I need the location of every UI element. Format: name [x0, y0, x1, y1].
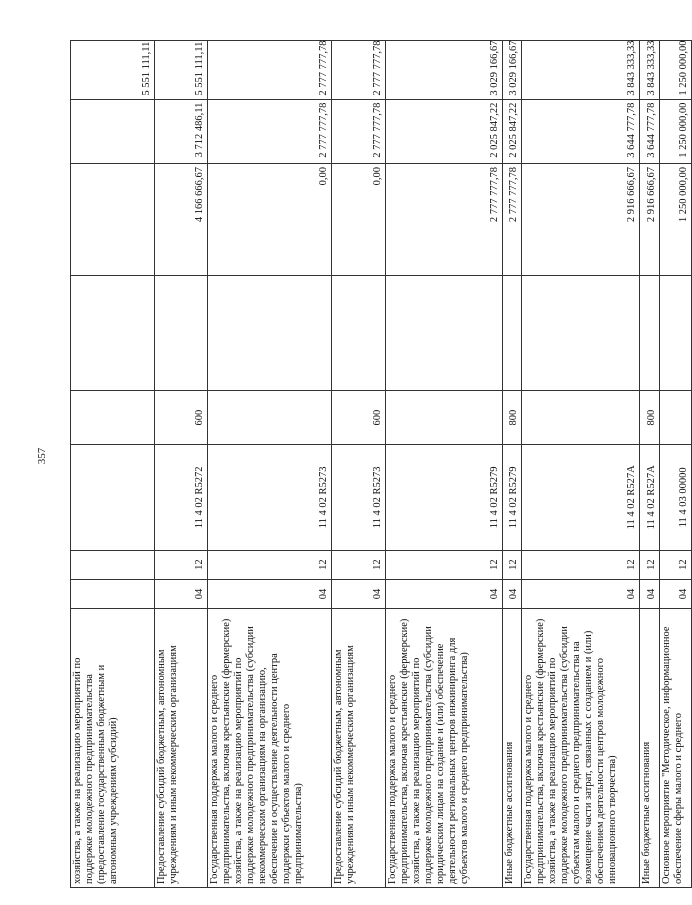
value-2020-cell: 0,00 — [332, 163, 386, 275]
budget-table-container — [70, 40, 689, 888]
section-code-cell — [71, 579, 155, 608]
value-2020-cell: 2 916 666,67 — [640, 163, 660, 275]
expense-type-cell — [660, 391, 692, 445]
name-cell: Государственная поддержка малого и среднего предпринимательства, включая крестьянские (фермерские) хозяйства, а также на реализацию мероприятий по поддержке молодежного предпринимательства (субсидии субъектам малого и среднего предпринимательства на возмещение части затрат, связанных с созданием и (или) обеспечением деятельности центров молодежного инновационного творчества) — [522, 609, 640, 888]
empty-cell — [71, 276, 155, 391]
name-cell: хозяйства, а также на реализацию мероприятий по поддержке молодежного предпринимательства (предоставление государственным бюджетным и автономным учреждениям субсидий) — [71, 609, 155, 888]
name-cell: Основное мероприятие "Методическое, информационное обеспечение сферы малого и среднего — [660, 609, 692, 888]
value-2020-cell: 2 916 666,67 — [522, 163, 640, 275]
value-2020-cell — [71, 163, 155, 275]
expense-type-cell — [71, 391, 155, 445]
value-2022-cell: 2 777 777,78 — [332, 41, 386, 100]
target-article-cell — [71, 445, 155, 550]
empty-cell — [522, 276, 640, 391]
subsection-code-cell: 12 — [155, 550, 208, 579]
name-cell: Государственная поддержка малого и среднего предпринимательства, включая крестьянские (фермерские) хозяйства, а также на реализацию мероприятий по поддержке молодежного предпринимательства (субсидии юридическим лицам на создание и (или) обеспечение деятельности региональных центров инжиниринга для субъектов малого и среднего предпринимательства) — [386, 609, 503, 888]
table-row — [503, 41, 522, 888]
table-row — [640, 41, 660, 888]
value-2020-cell: 0,00 — [208, 163, 332, 275]
section-code-cell: 04 — [522, 579, 640, 608]
expense-type-cell — [522, 391, 640, 445]
value-2022-cell: 5 551 111,11 — [71, 41, 155, 100]
empty-cell — [208, 276, 332, 391]
value-2022-cell: 3 029 166,67 — [503, 41, 522, 100]
value-2021-cell: 1 250 000,00 — [660, 99, 692, 163]
subsection-code-cell: 12 — [503, 550, 522, 579]
target-article-cell: 11 4 02 R5279 — [386, 445, 503, 550]
empty-cell — [155, 276, 208, 391]
target-article-cell: 11 4 02 R5273 — [332, 445, 386, 550]
name-cell: Государственная поддержка малого и среднего предпринимательства, включая крестьянские (фермерские) хозяйства, а также на реализацию мероприятий по поддержке молодежного предпринимательства (субсидии некоммерческим организациям на организацию, обеспечение и осуществление деятельности центра поддержки субъектов малого и среднего предпринимательства) — [208, 609, 332, 888]
subsection-code-cell: 12 — [660, 550, 692, 579]
target-article-cell: 11 4 02 R527A — [640, 445, 660, 550]
expense-type-cell — [386, 391, 503, 445]
subsection-code-cell: 12 — [522, 550, 640, 579]
target-article-cell: 11 4 03 00000 — [660, 445, 692, 550]
subsection-code-cell: 12 — [332, 550, 386, 579]
value-2022-cell: 2 777 777,78 — [208, 41, 332, 100]
subsection-code-cell: 12 — [640, 550, 660, 579]
value-2022-cell: 3 843 333,33 — [640, 41, 660, 100]
value-2021-cell: 3 644 777,78 — [522, 99, 640, 163]
empty-cell — [660, 276, 692, 391]
value-2021-cell: 2 777 777,78 — [332, 99, 386, 163]
value-2021-cell: 2 025 847,22 — [386, 99, 503, 163]
name-cell: Иные бюджетные ассигнования — [640, 609, 660, 888]
table-row — [522, 41, 640, 888]
subsection-code-cell: 12 — [208, 550, 332, 579]
expense-type-cell: 600 — [332, 391, 386, 445]
value-2022-cell: 5 551 111,11 — [155, 41, 208, 100]
value-2022-cell: 3 843 333,33 — [522, 41, 640, 100]
empty-cell — [332, 276, 386, 391]
value-2022-cell: 3 029 166,67 — [386, 41, 503, 100]
target-article-cell: 11 4 02 R5273 — [208, 445, 332, 550]
section-code-cell: 04 — [660, 579, 692, 608]
section-code-cell: 04 — [503, 579, 522, 608]
budget-table — [70, 40, 692, 888]
value-2020-cell: 4 166 666,67 — [155, 163, 208, 275]
table-row — [155, 41, 208, 888]
section-code-cell: 04 — [332, 579, 386, 608]
value-2021-cell: 3 712 486,11 — [155, 99, 208, 163]
value-2020-cell: 2 777 777,78 — [386, 163, 503, 275]
value-2020-cell: 2 777 777,78 — [503, 163, 522, 275]
table-row — [208, 41, 332, 888]
subsection-code-cell: 12 — [386, 550, 503, 579]
value-2021-cell — [71, 99, 155, 163]
expense-type-cell: 800 — [640, 391, 660, 445]
value-2021-cell: 2 025 847,22 — [503, 99, 522, 163]
empty-cell — [386, 276, 503, 391]
name-cell: Предоставление субсидий бюджетным, автономным учреждениям и иным некоммерческим организациям — [332, 609, 386, 888]
page-number: 357 — [36, 447, 48, 465]
table-row — [386, 41, 503, 888]
name-cell: Иные бюджетные ассигнования — [503, 609, 522, 888]
table-row — [660, 41, 692, 888]
value-2021-cell: 2 777 777,78 — [208, 99, 332, 163]
section-code-cell: 04 — [640, 579, 660, 608]
subsection-code-cell — [71, 550, 155, 579]
expense-type-cell — [208, 391, 332, 445]
value-2020-cell: 1 250 000,00 — [660, 163, 692, 275]
target-article-cell: 11 4 02 R527A — [522, 445, 640, 550]
table-row — [332, 41, 386, 888]
target-article-cell: 11 4 02 R5279 — [503, 445, 522, 550]
value-2021-cell: 3 644 777,78 — [640, 99, 660, 163]
expense-type-cell: 600 — [155, 391, 208, 445]
target-article-cell: 11 4 02 R5272 — [155, 445, 208, 550]
section-code-cell: 04 — [386, 579, 503, 608]
empty-cell — [640, 276, 660, 391]
empty-cell — [503, 276, 522, 391]
section-code-cell: 04 — [155, 579, 208, 608]
name-cell: Предоставление субсидий бюджетным, автономным учреждениям и иным некоммерческим организациям — [155, 609, 208, 888]
value-2022-cell: 1 250 000,00 — [660, 41, 692, 100]
table-row — [71, 41, 155, 888]
expense-type-cell: 800 — [503, 391, 522, 445]
section-code-cell: 04 — [208, 579, 332, 608]
